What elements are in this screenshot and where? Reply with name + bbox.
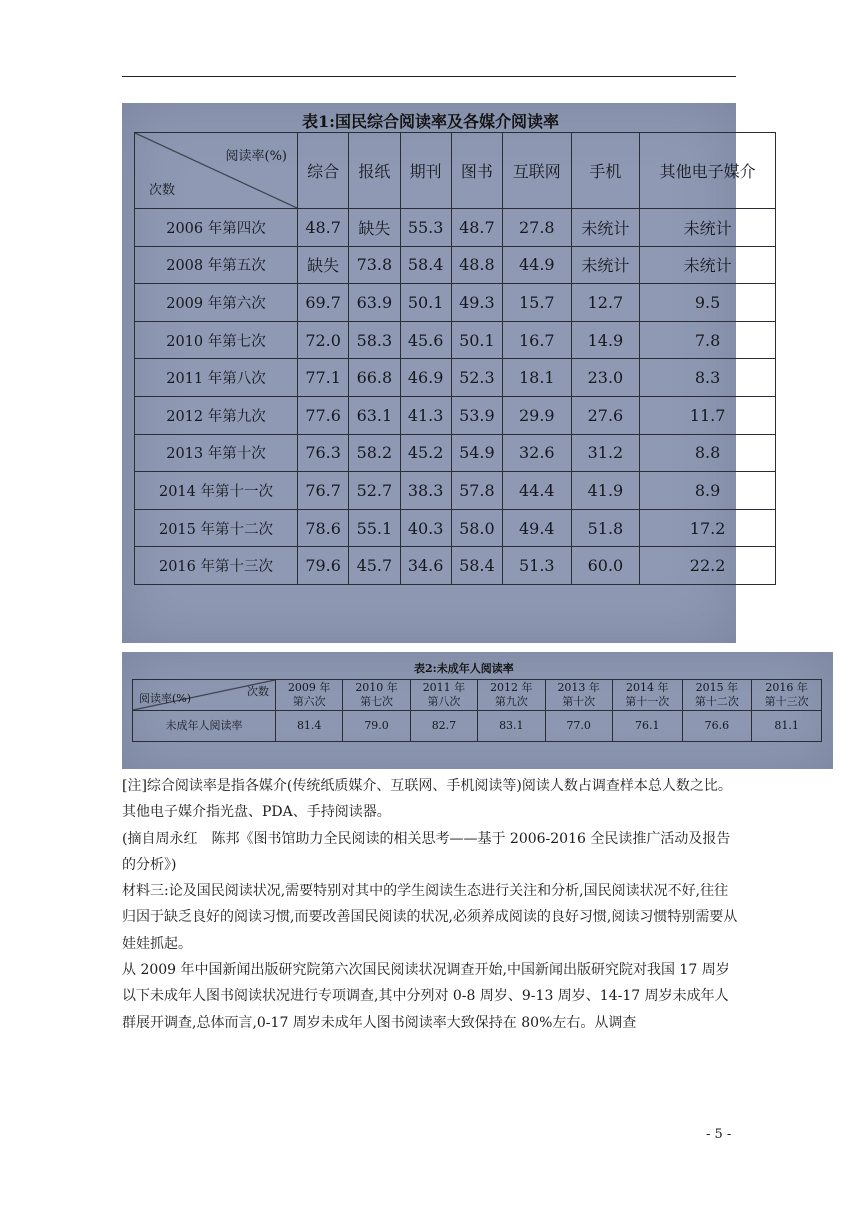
table1-row-label: 2015 年第十二次 bbox=[135, 509, 298, 547]
table1-cell: 45.7 bbox=[349, 547, 400, 585]
table2-row-label: 未成年人阅读率 bbox=[133, 711, 276, 742]
table1-cell: 48.8 bbox=[451, 246, 502, 284]
table1-cell: 48.7 bbox=[298, 209, 349, 247]
table2-col-year: 2012 年 bbox=[490, 681, 533, 694]
table1-cell: 50.1 bbox=[451, 321, 502, 359]
table1-cell: 54.9 bbox=[451, 434, 502, 472]
table1-cell: 34.6 bbox=[400, 547, 451, 585]
table1-cell: 38.3 bbox=[400, 472, 451, 510]
page-number: - 5 - bbox=[706, 1127, 732, 1142]
table-row bbox=[135, 472, 776, 510]
table2-cell: 81.1 bbox=[752, 711, 822, 742]
table2-corner-cell bbox=[133, 680, 276, 711]
table1-cell: 52.3 bbox=[451, 359, 502, 397]
table2-col-year: 2014 年 bbox=[625, 681, 669, 694]
table1-col-header: 综合 bbox=[298, 133, 349, 209]
table2-cell: 76.6 bbox=[682, 711, 752, 742]
table1-row-label: 2008 年第五次 bbox=[135, 246, 298, 284]
table1-cell: 29.9 bbox=[503, 396, 572, 434]
table2-corner-bottom: 阅读率(%) bbox=[139, 692, 192, 705]
table-row bbox=[135, 547, 776, 585]
table1-cell: 41.3 bbox=[400, 396, 451, 434]
table2-cell: 81.4 bbox=[276, 711, 343, 742]
table1-cell: 17.2 bbox=[640, 509, 776, 547]
table1-cell: 8.9 bbox=[640, 472, 776, 510]
table2-col-header bbox=[612, 680, 682, 711]
table1-row-label: 2006 年第四次 bbox=[135, 209, 298, 247]
table1-cell: 缺失 bbox=[298, 246, 349, 284]
table1-cell: 72.0 bbox=[298, 321, 349, 359]
table1-row-label: 2014 年第十一次 bbox=[135, 472, 298, 510]
table1-cell: 77.1 bbox=[298, 359, 349, 397]
table1-cell: 58.4 bbox=[451, 547, 502, 585]
table1-cell: 18.1 bbox=[503, 359, 572, 397]
table2-col-header bbox=[410, 680, 477, 711]
table1-cell: 未统计 bbox=[571, 246, 640, 284]
table1-cell: 53.9 bbox=[451, 396, 502, 434]
table1-cell: 69.7 bbox=[298, 284, 349, 322]
table1-cell: 52.7 bbox=[349, 472, 400, 510]
table1-cell: 78.6 bbox=[298, 509, 349, 547]
table-row bbox=[135, 434, 776, 472]
table1-cell: 16.7 bbox=[503, 321, 572, 359]
table2-cell: 83.1 bbox=[478, 711, 545, 742]
table1-cell: 60.0 bbox=[571, 547, 640, 585]
table1-cell: 58.0 bbox=[451, 509, 502, 547]
table1-cell: 45.6 bbox=[400, 321, 451, 359]
table1-cell: 14.9 bbox=[571, 321, 640, 359]
table1-cell: 未统计 bbox=[571, 209, 640, 247]
table2-cell: 77.0 bbox=[545, 711, 612, 742]
table2-col-header bbox=[545, 680, 612, 711]
table2-cell: 76.1 bbox=[612, 711, 682, 742]
table1-cell: 50.1 bbox=[400, 284, 451, 322]
table1-corner-cell bbox=[135, 133, 298, 209]
table1-cell: 23.0 bbox=[571, 359, 640, 397]
table2-col-round: 第六次 bbox=[292, 695, 326, 708]
table1-cell: 46.9 bbox=[400, 359, 451, 397]
table1-cell: 76.3 bbox=[298, 434, 349, 472]
table2-col-round: 第八次 bbox=[427, 695, 461, 708]
table1-col-header: 报纸 bbox=[349, 133, 400, 209]
table-row bbox=[135, 359, 776, 397]
table1-corner-bottom: 次数 bbox=[149, 183, 176, 198]
table2 bbox=[132, 679, 822, 742]
table1-cell: 51.8 bbox=[571, 509, 640, 547]
table1-cell: 9.5 bbox=[640, 284, 776, 322]
table2-col-round: 第十一次 bbox=[625, 695, 670, 708]
table-row bbox=[135, 209, 776, 247]
table-row bbox=[135, 509, 776, 547]
table2-col-year: 2013 年 bbox=[557, 681, 600, 694]
table1-cell: 77.6 bbox=[298, 396, 349, 434]
table1-cell: 31.2 bbox=[571, 434, 640, 472]
table1-cell: 41.9 bbox=[571, 472, 640, 510]
table1-col-header: 互联网 bbox=[503, 133, 572, 209]
table1-cell: 12.7 bbox=[571, 284, 640, 322]
table2-col-round: 第十次 bbox=[562, 695, 596, 708]
table1-cell: 66.8 bbox=[349, 359, 400, 397]
table2-col-round: 第十二次 bbox=[694, 695, 739, 708]
table1-cell: 27.8 bbox=[503, 209, 572, 247]
table2-col-year: 2010 年 bbox=[355, 681, 398, 694]
table1-cell: 7.8 bbox=[640, 321, 776, 359]
table1-cell: 73.8 bbox=[349, 246, 400, 284]
table1-cell: 22.2 bbox=[640, 547, 776, 585]
table2-corner-top: 次数 bbox=[247, 685, 269, 698]
table1-cell: 51.3 bbox=[503, 547, 572, 585]
table1-cell: 8.8 bbox=[640, 434, 776, 472]
table1-row-label: 2013 年第十次 bbox=[135, 434, 298, 472]
table2-cell: 79.0 bbox=[343, 711, 410, 742]
table1-cell: 49.3 bbox=[451, 284, 502, 322]
table1-cell: 11.7 bbox=[640, 396, 776, 434]
table-row bbox=[135, 246, 776, 284]
table1-cell: 缺失 bbox=[349, 209, 400, 247]
table1-cell: 76.7 bbox=[298, 472, 349, 510]
table1 bbox=[134, 132, 776, 585]
table1-corner-top: 阅读率(%) bbox=[225, 149, 287, 164]
table1-caption: 表1:国民综合阅读率及各媒介阅读率 bbox=[302, 112, 560, 131]
table1-cell: 44.9 bbox=[503, 246, 572, 284]
table1-cell: 44.4 bbox=[503, 472, 572, 510]
table1-cell: 未统计 bbox=[640, 209, 776, 247]
table1-row-label: 2011 年第八次 bbox=[135, 359, 298, 397]
table1-cell: 40.3 bbox=[400, 509, 451, 547]
citation: (摘自周永红 陈邦《图书馆助力全民阅读的相关思考——基于 2006-2016 全民读推广活动及报告的分析》) bbox=[122, 830, 731, 873]
header-rule bbox=[122, 76, 736, 77]
table-row bbox=[135, 321, 776, 359]
table2-col-round: 第七次 bbox=[360, 695, 394, 708]
table2-col-year: 2015 年 bbox=[695, 681, 739, 694]
table1-cell: 15.7 bbox=[503, 284, 572, 322]
table2-caption: 表2:未成年人阅读率 bbox=[414, 662, 514, 675]
table2-col-header bbox=[343, 680, 410, 711]
table2-col-header bbox=[752, 680, 822, 711]
table-row bbox=[135, 284, 776, 322]
table1-cell: 49.4 bbox=[503, 509, 572, 547]
table1-cell: 未统计 bbox=[640, 246, 776, 284]
table1-row-label: 2010 年第七次 bbox=[135, 321, 298, 359]
table-row bbox=[135, 396, 776, 434]
table1-cell: 58.4 bbox=[400, 246, 451, 284]
table2-col-year: 2009 年 bbox=[287, 681, 331, 694]
table1-row-label: 2016 年第十三次 bbox=[135, 547, 298, 585]
table1-col-header: 期刊 bbox=[400, 133, 451, 209]
table1-col-header: 图书 bbox=[451, 133, 502, 209]
table1-cell: 79.6 bbox=[298, 547, 349, 585]
table1-cell: 63.1 bbox=[349, 396, 400, 434]
table1-row-label: 2009 年第六次 bbox=[135, 284, 298, 322]
table1-cell: 8.3 bbox=[640, 359, 776, 397]
table1-cell: 58.3 bbox=[349, 321, 400, 359]
table1-cell: 55.1 bbox=[349, 509, 400, 547]
table1-cell: 58.2 bbox=[349, 434, 400, 472]
material-three: 材料三:论及国民阅读状况,需要特别对其中的学生阅读生态进行关注和分析,国民阅读状况不好,往往归因于缺乏良好的阅读习惯,而要改善国民阅读的状况,必须养成阅读的良好习惯,阅读习惯特别需要从娃娃抓起。 bbox=[122, 883, 738, 952]
table1-row-label: 2012 年第九次 bbox=[135, 396, 298, 434]
table1-cell: 45.2 bbox=[400, 434, 451, 472]
table2-col-year: 2011 年 bbox=[422, 681, 466, 694]
note-comprehensive-rate: [注]综合阅读率是指各媒介(传统纸质媒介、互联网、手机阅读等)阅读人数占调查样本总人数之比。 bbox=[122, 778, 732, 794]
body-text bbox=[122, 773, 742, 1036]
table2-col-header bbox=[276, 680, 343, 711]
table2-col-header bbox=[682, 680, 752, 711]
table2-col-round: 第十三次 bbox=[764, 695, 809, 708]
table1-cell: 48.7 bbox=[451, 209, 502, 247]
table2-col-header bbox=[478, 680, 545, 711]
table1-cell: 55.3 bbox=[400, 209, 451, 247]
table1-cell: 32.6 bbox=[503, 434, 572, 472]
paragraph-survey: 从 2009 年中国新闻出版研究院第六次国民阅读状况调查开始,中国新闻出版研究院对我国 17 周岁以下未成年人图书阅读状况进行专项调查,其中分列对 0-8 周岁、9-13 周岁、14-17 周岁未成年人群展开调查,总体而言,0-17 周岁未成年人图书阅读率大致保持在 80%左右。从调查 bbox=[122, 962, 730, 1031]
table1-col-header: 手机 bbox=[571, 133, 640, 209]
table1-cell: 27.6 bbox=[571, 396, 640, 434]
table2-col-year: 2016 年 bbox=[765, 681, 808, 694]
table2-col-round: 第九次 bbox=[494, 695, 528, 708]
table1-cell: 57.8 bbox=[451, 472, 502, 510]
table1-cell: 63.9 bbox=[349, 284, 400, 322]
note-other-media: 其他电子媒介指光盘、PDA、手持阅读器。 bbox=[122, 804, 391, 821]
table1-col-header: 其他电子媒介 bbox=[640, 133, 776, 209]
table2-cell: 82.7 bbox=[410, 711, 477, 742]
